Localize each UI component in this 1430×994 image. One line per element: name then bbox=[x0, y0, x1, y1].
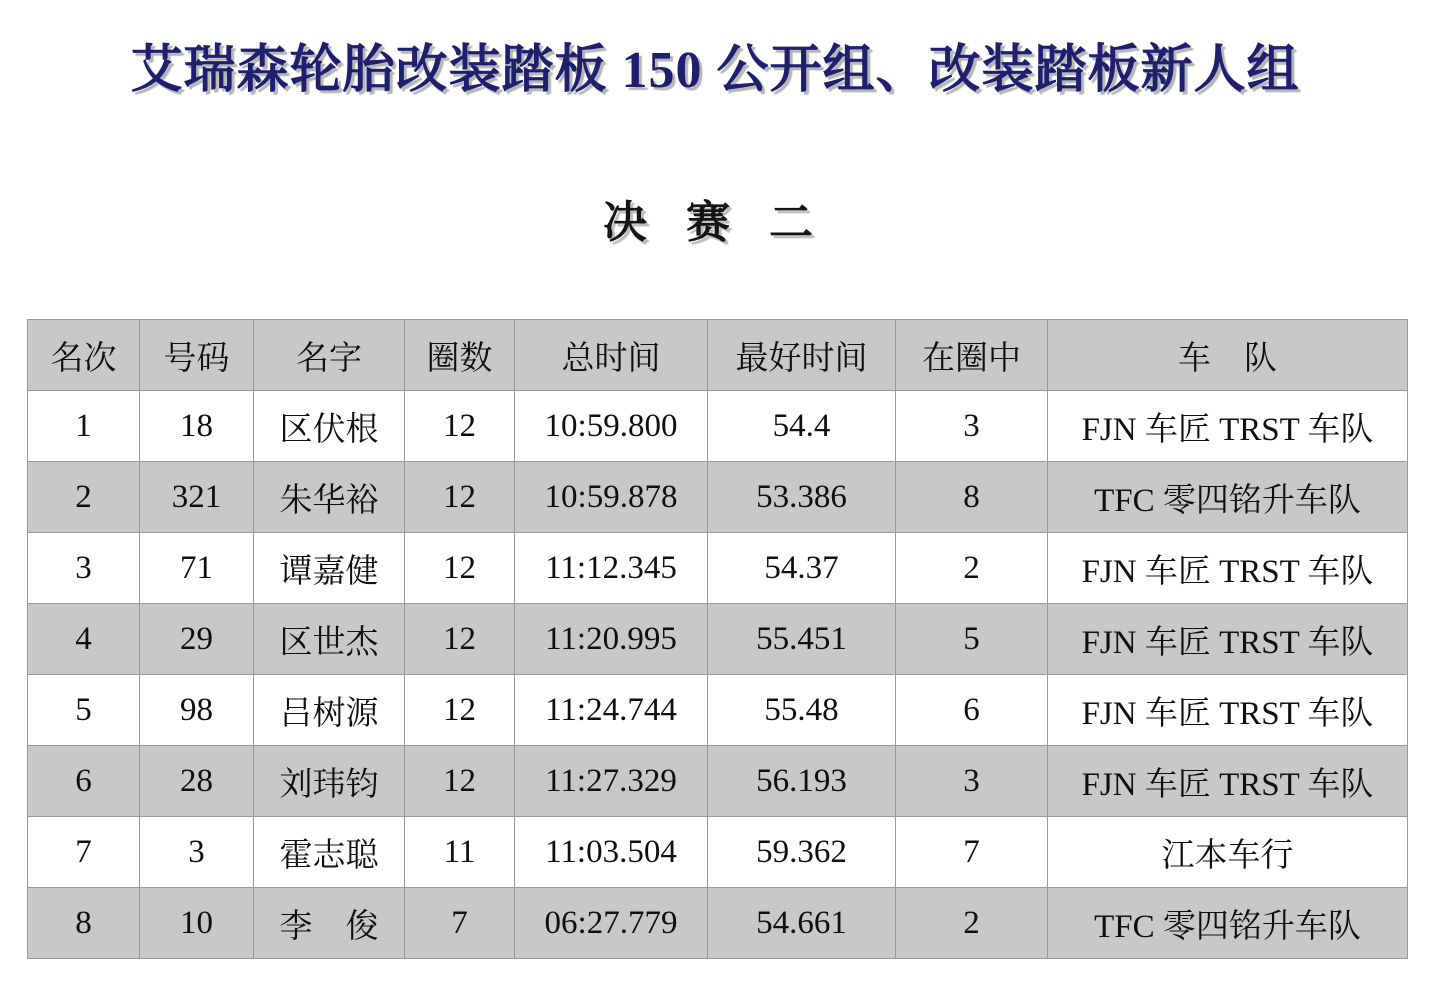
table-row bbox=[28, 746, 1408, 817]
cell-number: 321 bbox=[140, 462, 254, 533]
cell-number: 18 bbox=[140, 391, 254, 462]
cell-in-lap: 2 bbox=[896, 888, 1048, 959]
header-laps: 圈数 bbox=[405, 320, 515, 391]
cell-in-lap: 5 bbox=[896, 604, 1048, 675]
cell-rank: 3 bbox=[28, 533, 140, 604]
cell-team: FJN 车匠 TRST 车队 bbox=[1048, 675, 1408, 746]
table-row bbox=[28, 888, 1408, 959]
cell-team: FJN 车匠 TRST 车队 bbox=[1048, 533, 1408, 604]
header-rank: 名次 bbox=[28, 320, 140, 391]
cell-best-time: 54.37 bbox=[708, 533, 896, 604]
results-table bbox=[27, 319, 1408, 959]
cell-laps: 12 bbox=[405, 533, 515, 604]
cell-name: 朱华裕 bbox=[254, 462, 405, 533]
cell-total-time: 11:20.995 bbox=[515, 604, 708, 675]
cell-total-time: 11:12.345 bbox=[515, 533, 708, 604]
cell-rank: 1 bbox=[28, 391, 140, 462]
cell-name: 吕树源 bbox=[254, 675, 405, 746]
cell-team: FJN 车匠 TRST 车队 bbox=[1048, 746, 1408, 817]
cell-number: 98 bbox=[140, 675, 254, 746]
cell-best-time: 59.362 bbox=[708, 817, 896, 888]
cell-team: FJN 车匠 TRST 车队 bbox=[1048, 391, 1408, 462]
cell-total-time: 11:24.744 bbox=[515, 675, 708, 746]
page-title: 艾瑞森轮胎改装踏板 150 公开组、改装踏板新人组 bbox=[130, 42, 1300, 99]
cell-number: 10 bbox=[140, 888, 254, 959]
table-row bbox=[28, 462, 1408, 533]
header-team: 车 队 bbox=[1048, 320, 1408, 391]
cell-best-time: 55.451 bbox=[708, 604, 896, 675]
cell-best-time: 54.4 bbox=[708, 391, 896, 462]
cell-team: 江本车行 bbox=[1048, 817, 1408, 888]
cell-rank: 4 bbox=[28, 604, 140, 675]
cell-laps: 12 bbox=[405, 391, 515, 462]
cell-total-time: 10:59.800 bbox=[515, 391, 708, 462]
cell-laps: 12 bbox=[405, 604, 515, 675]
cell-name: 区伏根 bbox=[254, 391, 405, 462]
table-row bbox=[28, 391, 1408, 462]
cell-total-time: 11:27.329 bbox=[515, 746, 708, 817]
cell-name: 刘玮钧 bbox=[254, 746, 405, 817]
page-subtitle: 决 赛 二 bbox=[603, 198, 827, 247]
cell-number: 3 bbox=[140, 817, 254, 888]
cell-in-lap: 8 bbox=[896, 462, 1048, 533]
cell-name: 霍志聪 bbox=[254, 817, 405, 888]
header-in-lap: 在圈中 bbox=[896, 320, 1048, 391]
cell-laps: 12 bbox=[405, 675, 515, 746]
cell-in-lap: 3 bbox=[896, 391, 1048, 462]
cell-rank: 8 bbox=[28, 888, 140, 959]
cell-in-lap: 6 bbox=[896, 675, 1048, 746]
cell-total-time: 06:27.779 bbox=[515, 888, 708, 959]
cell-rank: 5 bbox=[28, 675, 140, 746]
cell-laps: 12 bbox=[405, 746, 515, 817]
header-total-time: 总时间 bbox=[515, 320, 708, 391]
cell-team: TFC 零四铭升车队 bbox=[1048, 462, 1408, 533]
cell-rank: 2 bbox=[28, 462, 140, 533]
table-row bbox=[28, 604, 1408, 675]
cell-laps: 12 bbox=[405, 462, 515, 533]
cell-team: TFC 零四铭升车队 bbox=[1048, 888, 1408, 959]
table-row bbox=[28, 817, 1408, 888]
cell-number: 71 bbox=[140, 533, 254, 604]
cell-in-lap: 2 bbox=[896, 533, 1048, 604]
cell-name: 谭嘉健 bbox=[254, 533, 405, 604]
header-name: 名字 bbox=[254, 320, 405, 391]
cell-best-time: 56.193 bbox=[708, 746, 896, 817]
cell-number: 28 bbox=[140, 746, 254, 817]
cell-name: 李 俊 bbox=[254, 888, 405, 959]
cell-total-time: 10:59.878 bbox=[515, 462, 708, 533]
header-number: 号码 bbox=[140, 320, 254, 391]
table-row bbox=[28, 533, 1408, 604]
cell-laps: 7 bbox=[405, 888, 515, 959]
cell-in-lap: 7 bbox=[896, 817, 1048, 888]
cell-best-time: 54.661 bbox=[708, 888, 896, 959]
cell-name: 区世杰 bbox=[254, 604, 405, 675]
table-row bbox=[28, 675, 1408, 746]
cell-number: 29 bbox=[140, 604, 254, 675]
table-header-row bbox=[28, 320, 1408, 391]
cell-rank: 7 bbox=[28, 817, 140, 888]
cell-in-lap: 3 bbox=[896, 746, 1048, 817]
cell-total-time: 11:03.504 bbox=[515, 817, 708, 888]
cell-best-time: 55.48 bbox=[708, 675, 896, 746]
header-best-time: 最好时间 bbox=[708, 320, 896, 391]
cell-rank: 6 bbox=[28, 746, 140, 817]
cell-best-time: 53.386 bbox=[708, 462, 896, 533]
cell-laps: 11 bbox=[405, 817, 515, 888]
cell-team: FJN 车匠 TRST 车队 bbox=[1048, 604, 1408, 675]
